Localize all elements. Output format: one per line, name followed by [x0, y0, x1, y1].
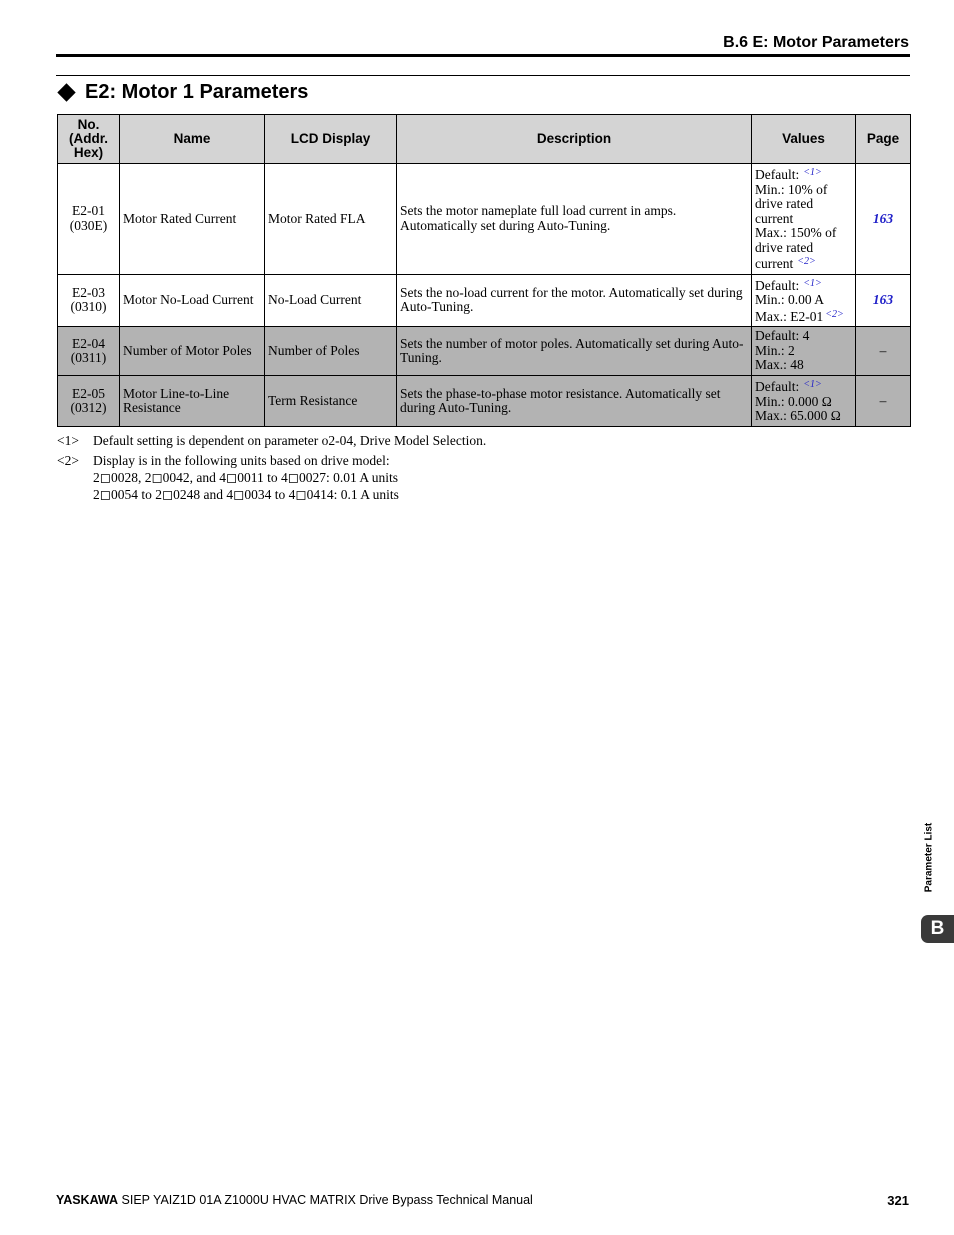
footnote-1 — [57, 432, 907, 449]
table-row — [58, 274, 911, 327]
table-row — [58, 327, 911, 376]
footnote-2 — [57, 452, 907, 503]
footer-manual-title — [56, 1193, 533, 1207]
parameter-number: E2-01 (030E) — [58, 164, 120, 275]
page-number: 321 — [887, 1193, 909, 1208]
diamond-bullet-icon — [57, 83, 75, 101]
side-label-text: Parameter List — [923, 822, 935, 893]
footer-manual: SIEP YAIZ1D 01A Z1000U HVAC MATRIX Drive Bypass Technical Manual — [118, 1193, 533, 1207]
parameter-description: Sets the number of motor poles. Automatically set during Auto-Tuning. — [397, 327, 752, 376]
column-header-page: Page — [856, 115, 911, 164]
footnote-2-link[interactable]: <2> — [825, 308, 844, 320]
parameter-name: Motor Rated Current — [120, 164, 265, 275]
parameter-name: Number of Motor Poles — [120, 327, 265, 376]
page-cell — [856, 164, 911, 275]
page-cell: – — [856, 376, 911, 427]
footnotes — [57, 432, 907, 506]
parameter-description: Sets the no-load current for the motor. Automatically set during Auto-Tuning. — [397, 274, 752, 327]
parameter-number: E2-05 (0312) — [58, 376, 120, 427]
footnote-1-link[interactable]: <1> — [803, 277, 822, 289]
footnote-text: Default setting is dependent on parameter o2-04, Drive Model Selection. — [93, 433, 487, 448]
column-header-description: Description — [397, 115, 752, 164]
parameter-description: Sets the phase-to-phase motor resistance. Automatically set during Auto-Tuning. — [397, 376, 752, 427]
footnote-mark: <2> — [57, 453, 79, 468]
table-row — [58, 164, 911, 275]
page-link[interactable]: 163 — [872, 210, 894, 226]
table-row — [58, 376, 911, 427]
lcd-display: Motor Rated FLA — [265, 164, 397, 275]
footnote-1-link[interactable]: <1> — [803, 379, 822, 391]
appendix-tab[interactable]: B — [921, 915, 954, 943]
lcd-display: Term Resistance — [265, 376, 397, 427]
page-cell: – — [856, 327, 911, 376]
subheader-rule — [56, 75, 910, 76]
header-rule — [56, 54, 910, 57]
column-header-name: Name — [120, 115, 265, 164]
footnote-text: 2◻0054 to 2◻0248 and 4◻0034 to 4◻0414: 0.1 A units — [93, 487, 399, 502]
parameter-number: E2-03 (0310) — [58, 274, 120, 327]
parameter-name: Motor No-Load Current — [120, 274, 265, 327]
parameter-table — [57, 114, 911, 427]
footnote-2-link[interactable]: <2> — [797, 256, 816, 267]
section-header: B.6 E: Motor Parameters — [723, 34, 909, 51]
column-header-lcd: LCD Display — [265, 115, 397, 164]
footnote-1-link[interactable]: <1> — [803, 167, 822, 178]
parameter-name: Motor Line-to-Line Resistance — [120, 376, 265, 427]
parameter-values: Default: $^{<1>}$ Min.: 10% of drive rated current Max.: 150% of drive rated current $^{<2>}$ — [752, 164, 856, 275]
lcd-display: No-Load Current — [265, 274, 397, 327]
page-cell — [856, 274, 911, 327]
footnote-mark: <1> — [57, 433, 79, 448]
table-header-row — [58, 115, 911, 164]
parameter-values: Default: 4 Min.: 2 Max.: 48 — [752, 327, 856, 376]
parameter-description: Sets the motor nameplate full load current in amps. Automatically set during Auto-Tuning. — [397, 164, 752, 275]
page-heading — [56, 80, 308, 104]
column-header-values: Values — [752, 115, 856, 164]
lcd-display: Number of Poles — [265, 327, 397, 376]
page-title: E2: Motor 1 Parameters — [85, 80, 309, 103]
column-header-no: No. (Addr. Hex) — [58, 115, 120, 164]
footnote-text: Display is in the following units based on drive model: — [93, 453, 390, 468]
parameter-values: Default: $^{<1>}$ Min.: 0.000 Ω Max.: 65.000 Ω — [752, 376, 856, 427]
footer-brand: YASKAWA — [56, 1193, 119, 1207]
parameter-number: E2-04 (0311) — [58, 327, 120, 376]
parameter-values: Default: $^{<1>}$ Min.: 0.00 A Max.: E2-01 $^{<2>}$ — [752, 274, 856, 327]
page-link[interactable]: 163 — [872, 292, 894, 307]
footnote-text: 2◻0028, 2◻0042, and 4◻0011 to 4◻0027: 0.01 A units — [93, 470, 398, 485]
